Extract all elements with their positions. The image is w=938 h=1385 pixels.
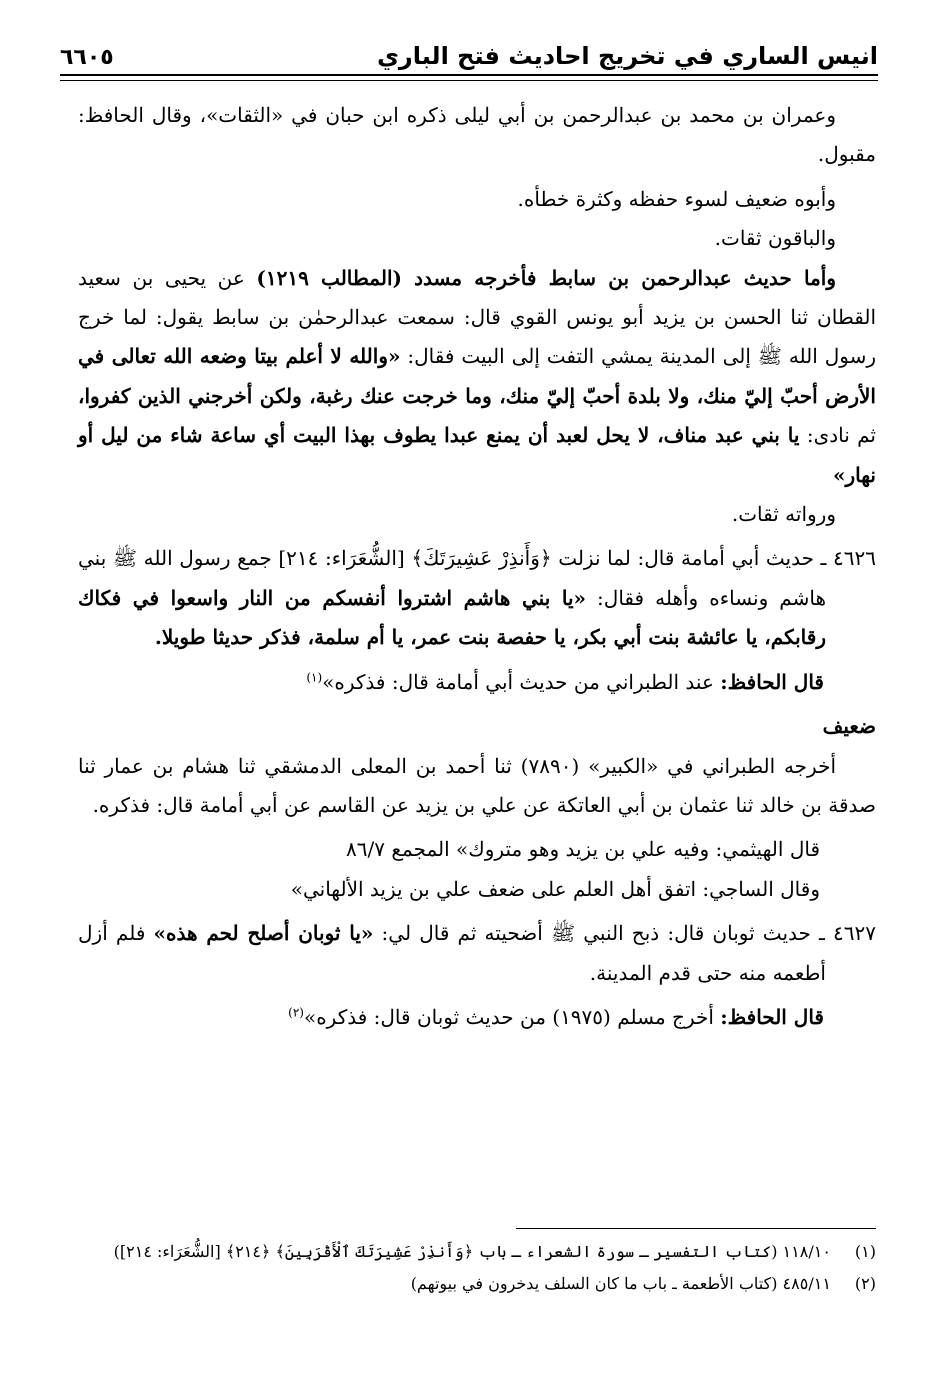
hadith-4627 bbox=[78, 914, 876, 993]
paragraph-imran: وعمران بن محمد بن عبدالرحمن بن أبي ليلى ذكره ابن حبان في «الثقات»، وقال الحافظ: مقبول. bbox=[78, 103, 876, 167]
hadith-number: ٤٦٢٧ bbox=[833, 921, 877, 946]
paragraph-rest: والباقون ثقات. bbox=[714, 226, 836, 251]
footnote-text: ٤٨٥/١١ (كتاب الأطعمة ـ باب ما كان السلف يدخرون في بيوتهم) bbox=[410, 1274, 831, 1293]
footnote-ref: (١) bbox=[306, 670, 323, 685]
hadith-quote: «يا ثوبان أصلح لحم هذه» bbox=[153, 921, 374, 946]
header-rule bbox=[60, 74, 878, 81]
running-header bbox=[60, 30, 878, 70]
footnote-rule bbox=[516, 1228, 876, 1229]
paragraph-narrators: ورواته ثقات. bbox=[731, 502, 836, 527]
book-title: انيس الساري في تخريج احاديث فتح الباري bbox=[376, 42, 878, 70]
main-text bbox=[78, 96, 876, 1037]
footnote-text: ١١٨/١٠ (كتاب التفسير ـ سورة الشعراء ـ باب ﴿وَأَنذِرْ عَشِيرَتَكَ ٱلْأَقْرَبِينَ﴾ ﴿٢١٤﴾ [الشُّعَرَاء: ٢١٤]) bbox=[113, 1242, 831, 1261]
hadith-quote: «يا بني هاشم اشتروا أنفسكم من النار واسعوا في فكاك رقابكم، يا عائشة بنت أبي بكر، يا حفصة بنت عمر، يا أم سلمة، فذكر حديثا طويلا. bbox=[78, 585, 826, 650]
paragraph-father: وأبوه ضعيف لسوء حفظه وكثرة خطأه. bbox=[517, 186, 836, 211]
hadith-text: ـ حديث أبي أمامة قال: لما نزلت ﴿وَأَنذِرْ عَشِيرَتَكَ﴾ [الشُّعَرَاء: ٢١٤] جمع رسول الله ﷺ بني هاشم ونساءه وأهله فقال: bbox=[78, 546, 834, 610]
paragraph-saji: وقال الساجي: اتفق أهل العلم على ضعف علي بن يزيد الألهاني» bbox=[290, 876, 820, 901]
hafiz-label: قال الحافظ: bbox=[720, 1004, 824, 1029]
sabit-lead: وأما حديث عبدالرحمن بن سابط فأخرجه مسدد (المطالب ١٢١٩) bbox=[256, 265, 836, 290]
hafiz-text: عند الطبراني من حديث أبي أمامة قال: فذكره» bbox=[322, 669, 721, 694]
hafiz-label: قال الحافظ: bbox=[720, 669, 824, 694]
sabit-then: ثم نادى: bbox=[799, 423, 877, 448]
hadith-text-end: فلم أزل أطعمه منه حتى قدم المدينة. bbox=[78, 921, 826, 985]
sabit-quote-2: يا بني عبد مناف، لا يحل لعبد أن يمنع عبدا يطوف بهذا البيت أي ساعة شاء من ليل أو نهار» bbox=[78, 423, 876, 487]
sabit-isnad: عن يحيى بن سعيد القطان ثنا الحسن بن يزيد أبو يونس القوي قال: سمعت عبدالرحمٰن بن سابط يقول: لما خرج رسول الله ﷺ إلى المدينة يمشي التفت إلى البيت فقال: bbox=[78, 265, 876, 369]
hafiz-text: أخرج مسلم (١٩٧٥) من حديث ثوبان قال: فذكره» bbox=[303, 1004, 721, 1029]
hafiz-4626 bbox=[78, 663, 876, 702]
footnote-number: (١) bbox=[854, 1242, 876, 1261]
hadith-text: ـ حديث ثوبان قال: ذبح النبي ﷺ أضحيته ثم قال لي: bbox=[373, 921, 834, 946]
paragraph-takhrij: أخرجه الطبراني في «الكبير» (٧٨٩٠) ثنا أحمد بن المعلى الدمشقي ثنا هشام بن عمار ثنا صدقة بن خالد ثنا عثمان بن أبي العاتكة عن علي بن يزيد عن القاسم عن أبي أمامة قال: فذكره. bbox=[78, 753, 876, 817]
footnote-number: (٢) bbox=[854, 1274, 876, 1293]
footnotes bbox=[78, 1236, 876, 1300]
paragraph-sabit bbox=[78, 259, 876, 495]
grade-label: ضعيف bbox=[822, 714, 876, 739]
footnote-item bbox=[78, 1268, 876, 1300]
sabit-quote: «والله لا أعلم بيتا وضعه الله تعالى في الأرض أحبّ إليّ منك، ولا بلدة أحبّ إليّ منك، وما خرجت عنك رغبة، ولكن أخرجني الذين كفروا، bbox=[78, 344, 876, 408]
page-number: ٦٦٠٥ bbox=[60, 45, 114, 70]
footnote-item bbox=[78, 1236, 876, 1268]
paragraph-haythami: قال الهيثمي: وفيه علي بن يزيد وهو متروك» المجمع ٨٦/٧ bbox=[346, 837, 820, 862]
hadith-4626 bbox=[78, 539, 876, 657]
hadith-number: ٤٦٢٦ bbox=[833, 546, 876, 571]
footnote-ref: (٢) bbox=[288, 1005, 304, 1020]
hafiz-4627 bbox=[78, 998, 876, 1037]
